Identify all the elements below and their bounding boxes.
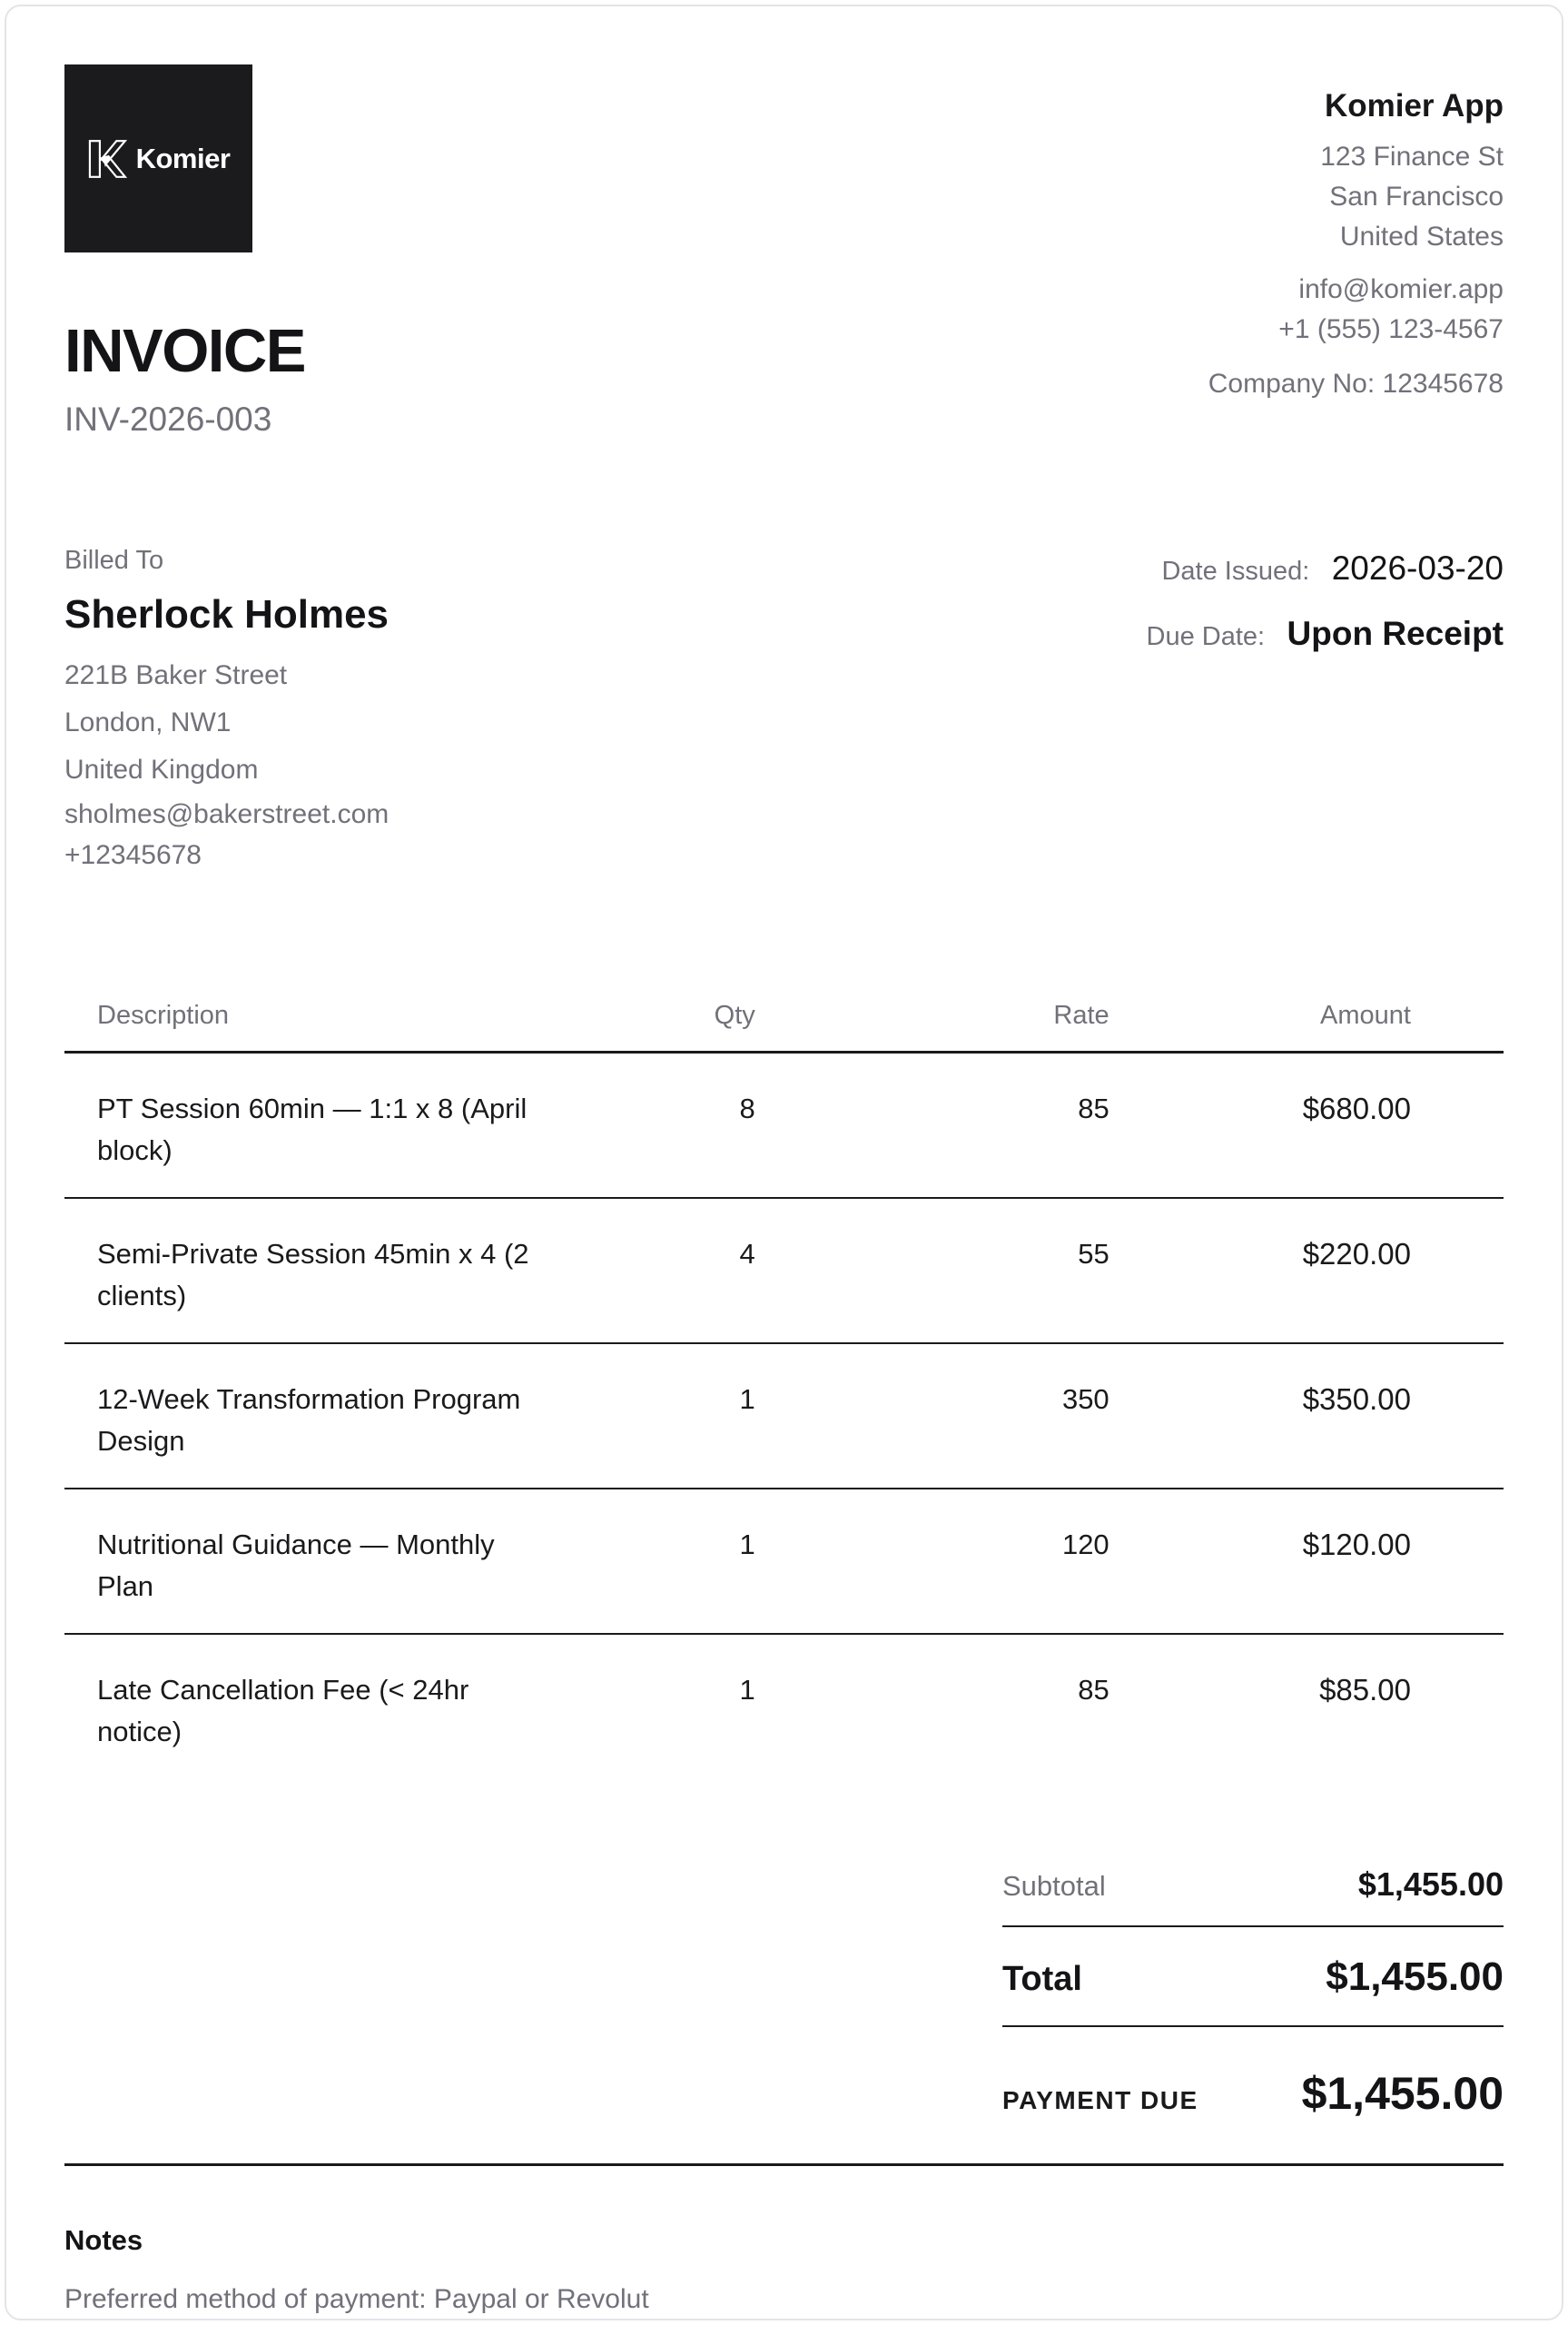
due-date-label: Due Date:: [1146, 622, 1266, 651]
item-rate: 350: [755, 1343, 1109, 1489]
company-address-line: 123 Finance St: [1320, 142, 1504, 172]
item-rate: 85: [755, 1053, 1109, 1199]
header: [64, 64, 1504, 439]
header-qty: Qty: [574, 1001, 755, 1053]
company-address: [1208, 137, 1504, 257]
item-amount: $220.00: [1109, 1198, 1504, 1343]
due-date-row: [1147, 615, 1504, 653]
date-issued-value: 2026-03-20: [1331, 549, 1504, 587]
item-qty: 1: [574, 1489, 755, 1634]
billed-to-label: Billed To: [64, 546, 164, 575]
totals-block: [1002, 1865, 1504, 2120]
header-rate: Rate: [755, 1001, 1109, 1053]
item-description: 12-Week Transformation Program Design: [97, 1383, 521, 1457]
company-info: [1208, 64, 1504, 404]
date-issued-row: [1147, 549, 1504, 588]
dates-block: [1147, 546, 1504, 876]
table-header-row: [64, 1001, 1504, 1053]
item-amount: $680.00: [1109, 1053, 1504, 1199]
line-items-table: [64, 1001, 1504, 1778]
company-contact: [1208, 270, 1504, 350]
item-description: Semi-Private Session 45min x 4 (2 clients): [97, 1238, 529, 1311]
komier-k-icon: [87, 137, 127, 181]
item-rate: 55: [755, 1198, 1109, 1343]
item-qty: 8: [574, 1053, 755, 1199]
invoice-page: [5, 5, 1563, 2320]
notes-section: [64, 2224, 1504, 2315]
company-address-line: San Francisco: [1329, 182, 1504, 212]
client-address-line: 221B Baker Street: [64, 660, 288, 690]
parties-section: [64, 546, 1504, 876]
company-address-line: United States: [1339, 222, 1504, 252]
item-amount: $350.00: [1109, 1343, 1504, 1489]
header-description: Description: [64, 1001, 574, 1053]
table-row: [64, 1489, 1504, 1634]
client-address: [64, 652, 389, 794]
subtotal-value: $1,455.00: [1357, 1865, 1504, 1903]
payment-due-label: PAYMENT DUE: [1002, 2086, 1198, 2114]
item-rate: 85: [1078, 1674, 1109, 1706]
client-phone: +12345678: [64, 840, 202, 870]
company-logo: [64, 64, 252, 252]
table-row: [64, 1198, 1504, 1343]
client-contact: [64, 794, 389, 876]
total-label: Total: [1002, 1960, 1082, 1998]
table-row: [64, 1343, 1504, 1489]
item-rate: 120: [755, 1489, 1109, 1634]
invoice-title: INVOICE: [64, 317, 305, 385]
table-row: [64, 1053, 1504, 1199]
invoice-number: INV-2026-003: [64, 401, 272, 438]
item-description: PT Session 60min — 1:1 x 8 (April block): [97, 1093, 528, 1166]
table-row: [64, 1634, 1504, 1778]
company-name: Komier App: [1324, 88, 1504, 124]
item-qty: 1: [574, 1343, 755, 1489]
client-email: sholmes@bakerstreet.com: [64, 799, 390, 829]
total-row: [1002, 1927, 1504, 2027]
company-phone: +1 (555) 123-4567: [1278, 314, 1504, 344]
due-date-value: Upon Receipt: [1287, 615, 1504, 652]
client-name: Sherlock Holmes: [64, 592, 390, 637]
payment-due-row: [1002, 2027, 1504, 2120]
subtotal-label: Subtotal: [1002, 1870, 1106, 1902]
billed-to-block: [64, 546, 389, 876]
client-address-line: London, NW1: [64, 707, 232, 737]
total-value: $1,455.00: [1326, 1954, 1504, 1999]
company-number: Company No: 12345678: [1208, 369, 1504, 399]
item-amount: $85.00: [1319, 1673, 1411, 1707]
client-address-line: United Kingdom: [64, 755, 259, 785]
company-email: info@komier.app: [1298, 274, 1504, 304]
subtotal-row: [1002, 1865, 1504, 1927]
payment-due-value: $1,455.00: [1301, 2068, 1504, 2119]
item-qty: 4: [574, 1198, 755, 1343]
item-description: Late Cancellation Fee (< 24hr notice): [97, 1674, 469, 1747]
item-qty: 1: [739, 1674, 755, 1706]
notes-text: Preferred method of payment: Paypal or Revolut: [64, 2284, 649, 2314]
logo-brand-text: Komier: [135, 142, 231, 174]
header-amount: Amount: [1109, 1001, 1504, 1053]
item-amount: $120.00: [1109, 1489, 1504, 1634]
footer-divider: [64, 2163, 1504, 2166]
date-issued-label: Date Issued:: [1161, 557, 1310, 586]
item-description: Nutritional Guidance — Monthly Plan: [97, 1529, 495, 1602]
notes-heading: Notes: [64, 2224, 143, 2256]
header-left: [64, 64, 305, 439]
